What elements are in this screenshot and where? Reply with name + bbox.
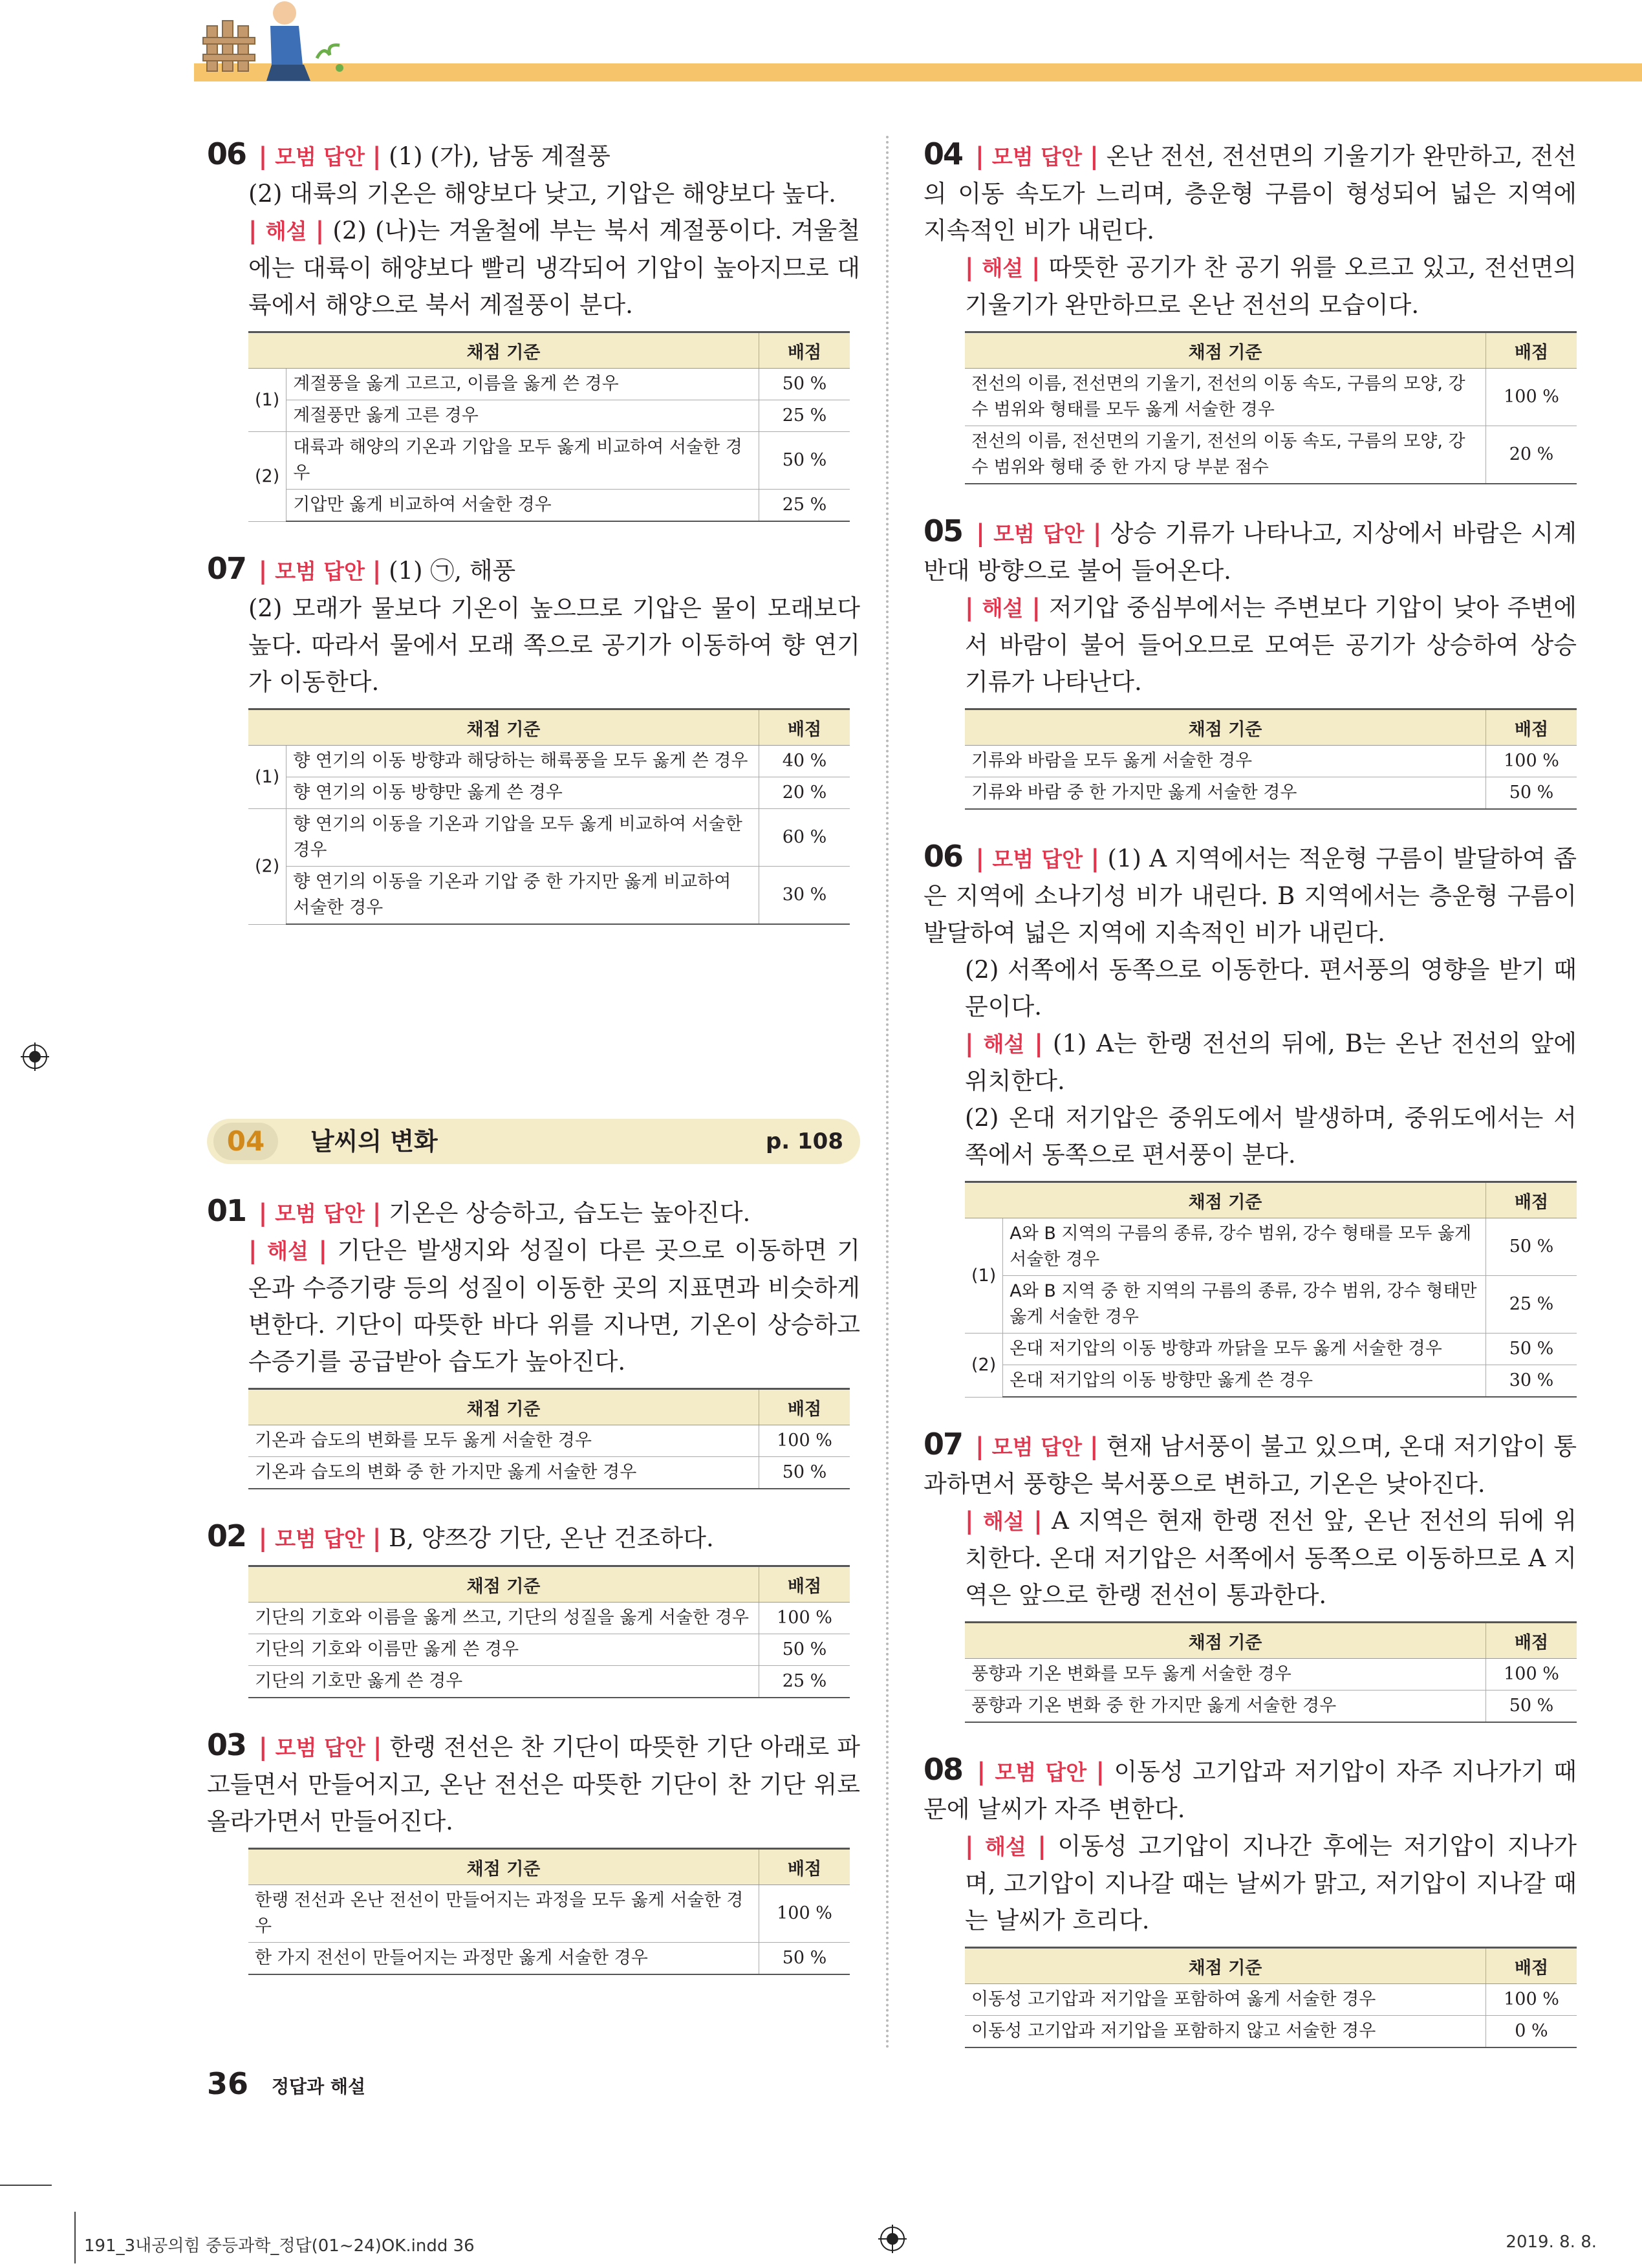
table-row: 풍향과 기온 변화를 모두 옳게 서술한 경우 100 % — [965, 1659, 1577, 1690]
table-row: 이동성 고기압과 저기압을 포함하지 않고 서술한 경우 0 % — [965, 2016, 1577, 2048]
question-number: 04 — [924, 136, 963, 171]
table-row: 기단의 기호와 이름만 옳게 쓴 경우 50 % — [248, 1634, 850, 1666]
table-row: 기압만 옳게 비교하여 서술한 경우 25 % — [248, 490, 850, 522]
question-s02: 02 | 모범 답안 | B, 양쯔강 기단, 온난 건조하다. 채점 기준 배점 기단의 기호와 이름을 옳게 쓰고, 기단의 성질을 옳게 서술한 경우 100 % 기단의 기호와 이름만 옳게 쓴 경우 50 % 기단의 기호만 옳게 쓴 경우 25 % — [207, 1518, 860, 1698]
criteria-header: 채점 기준 — [965, 1182, 1486, 1218]
model-answer-tag: 모범 답안 — [991, 144, 1083, 169]
table-row: 기온과 습도의 변화 중 한 가지만 옳게 서술한 경우 50 % — [248, 1457, 850, 1489]
question-number: 07 — [924, 1427, 963, 1462]
registration-mark-icon — [878, 2225, 907, 2253]
table-row: (1) A와 B 지역의 구름의 종류, 강수 범위, 강수 형태를 모두 옳게 서술한 경우 50 % — [965, 1218, 1577, 1276]
model-answer-tag: 모범 답안 — [275, 1735, 365, 1760]
header-accent-bar — [194, 63, 1642, 81]
criteria-header: 채점 기준 — [248, 1389, 759, 1425]
table-row: 향 연기의 이동 방향만 옳게 쓴 경우 20 % — [248, 777, 850, 809]
scoring-table — [248, 708, 850, 925]
table-row: 기단의 기호와 이름을 옳게 쓰고, 기단의 성질을 옳게 서술한 경우 100 % — [248, 1603, 850, 1634]
model-answer-tag: 모범 답안 — [991, 1434, 1082, 1460]
explanation-text: (2) 온대 저기압은 중위도에서 발생하며, 중위도에서는 서쪽에서 동쪽으로 편서풍이 분다. — [965, 1104, 1577, 1169]
question-number: 01 — [207, 1193, 246, 1228]
question-s07: 07 | 모범 답안 | 현재 남서풍이 불고 있으며, 온대 저기압이 통과하면서 풍향은 북서풍으로 변하고, 기온은 낮아진다. | 해설 | A 지역은 현재 한랭 전선 앞, 온난 전선의 뒤에 위치한다. 온대 저기압은 서쪽에서 동쪽으로 이동하므로 A 지역은 앞으로 한랭 전선이 통과한다. 채점 기준 배점 풍향과 기온 변화를 모두 옳게 서술한 경우 100 % 풍향과 기온 변화 중 한 가지만 옳게 서술한 경우 50 % — [924, 1426, 1577, 1723]
page-label: 정답과 해설 — [272, 2076, 365, 2097]
model-answer-tag: 모범 답안 — [275, 1201, 365, 1226]
answer-text: 이동성 고기압과 저기압이 자주 지나가기 때문에 날씨가 자주 변한다. — [924, 1758, 1577, 1823]
table-row: 온대 저기압의 이동 방향만 옳게 쓴 경우 30 % — [965, 1365, 1577, 1398]
explanation-text: 따뜻한 공기가 찬 공기 위를 오르고 있고, 전선면의 기울기가 완만하므로 온난 전선의 모습이다. — [965, 254, 1577, 319]
explanation-tag: 해설 — [982, 596, 1024, 621]
score-header: 배점 — [1486, 1623, 1577, 1659]
question-07: 07 | 모범 답안 | (1) ㉠, 해풍 (2) 모래가 물보다 기온이 높으므로 기압은 물이 모래보다 높다. 따라서 물에서 모래 쪽으로 공기가 이동하여 향 연기가 이동한다. 채점 기준 배점 (1) 향 연기의 이동 방향과 해당하는 해륙풍을 모두 옳게 쓴 경우 40 % 향 연기의 이동 방향만 옳게 쓴 경우 20 % (2) 향 연기의 이동을 기온과 기압을 모두 옳게 비교하여 서술한 경우 60 % 향 연기의 이동을 기온과 기압 중 한 가지만 옳게 비교하여 서술한 경우 30 % — [207, 550, 860, 925]
table-row: (1) 계절풍을 옳게 고르고, 이름을 옳게 쓴 경우 50 % — [248, 369, 850, 400]
answer-text: 상승 기류가 나타나고, 지상에서 바람은 시계 반대 방향으로 불어 들어온다. — [924, 519, 1577, 585]
table-row: (1) 향 연기의 이동 방향과 해당하는 해륙풍을 모두 옳게 쓴 경우 40 % — [248, 746, 850, 777]
score-header: 배점 — [1486, 1948, 1577, 1984]
question-number: 06 — [207, 136, 246, 171]
section-title: 날씨의 변화 — [310, 1127, 438, 1156]
scoring-table — [965, 708, 1577, 810]
criteria-header: 채점 기준 — [965, 1948, 1486, 1984]
question-number: 05 — [924, 513, 963, 548]
question-number: 08 — [924, 1752, 963, 1787]
explanation-tag: 해설 — [982, 255, 1024, 281]
table-row: 이동성 고기압과 저기압을 포함하여 옳게 서술한 경우 100 % — [965, 1984, 1577, 2016]
scoring-table — [248, 1848, 850, 1975]
question-number: 02 — [207, 1518, 246, 1553]
answer-text: (1) A 지역에서는 적운형 구름이 발달하여 좁은 지역에 소나기성 비가 내린다. B 지역에서는 층운형 구름이 발달하여 넓은 지역에 지속적인 비가 내린다. — [924, 845, 1577, 947]
table-row: 기류와 바람 중 한 가지만 옳게 서술한 경우 50 % — [965, 777, 1577, 810]
scoring-table — [965, 1621, 1577, 1723]
scoring-table — [965, 331, 1577, 484]
score-header: 배점 — [1486, 332, 1577, 369]
explanation-text: 저기압 중심부에서는 주변보다 기압이 낮아 주변에서 바람이 불어 들어오므로 모여든 공기가 상승하여 상승 기류가 나타난다. — [965, 594, 1577, 696]
question-number: 07 — [207, 551, 246, 586]
section-header — [207, 1119, 860, 1164]
section-number: 04 — [213, 1123, 278, 1160]
registration-mark-icon — [21, 1042, 49, 1071]
explanation-tag: 해설 — [267, 1238, 308, 1264]
question-s03: 03 | 모범 답안 | 한랭 전선은 찬 기단이 따뜻한 기단 아래로 파고들면서 만들어지고, 온난 전선은 따뜻한 기단이 찬 기단 위로 올라가면서 만들어진다. 채점 기준 배점 한랭 전선과 온난 전선이 만들어지는 과정을 모두 옳게 서술한 경우 100 % 한 가지 전선이 만들어지는 과정만 옳게 서술한 경우 50 % — [207, 1727, 860, 1975]
crop-mark — [0, 2185, 52, 2186]
question-s04: 04 | 모범 답안 | 온난 전선, 전선면의 기울기가 완만하고, 전선의 이동 속도가 느리며, 층운형 구름이 형성되어 넓은 지역에 지속적인 비가 내린다. | 해설 | 따뜻한 공기가 찬 공기 위를 오르고 있고, 전선면의 기울기가 완만하므로 온난 전선의 모습이다. 채점 기준 배점 전선의 이름, 전선면의 기울기, 전선의 이동 속도, 구름의 모양, 강수 범위와 형태를 모두 옳게 서술한 경우 100 % 전선의 이름, 전선면의 기울기, 전선의 이동 속도, 구름의 모양, 강수 범위와 형태 중 한 가지 당 부분 점수 20 % — [924, 136, 1577, 484]
explanation-text: (2) (나)는 겨울철에 부는 북서 계절풍이다. 겨울철에는 대륙이 해양보다 빨리 냉각되어 기압이 높아지므로 대륙에서 해양으로 북서 계절풍이 분다. — [248, 217, 860, 319]
answer-text: (2) 모래가 물보다 기온이 높으므로 기압은 물이 모래보다 높다. 따라서 물에서 모래 쪽으로 공기가 이동하여 향 연기가 이동한다. — [248, 594, 860, 696]
answer-text: 한랭 전선은 찬 기단이 따뜻한 기단 아래로 파고들면서 만들어지고, 온난 전선은 따뜻한 기단이 찬 기단 위로 올라가면서 만들어진다. — [207, 1733, 860, 1835]
explanation-text: A 지역은 현재 한랭 전선 앞, 온난 전선의 뒤에 위치한다. 온대 저기압은 서쪽에서 동쪽으로 이동하므로 A 지역은 앞으로 한랭 전선이 통과한다. — [965, 1507, 1577, 1609]
table-row: A와 B 지역 중 한 지역의 구름의 종류, 강수 범위, 강수 형태만 옳게 서술한 경우 25 % — [965, 1276, 1577, 1334]
print-date: 2019. 8. 8. — [1506, 2232, 1597, 2252]
answer-text: 온난 전선, 전선면의 기울기가 완만하고, 전선의 이동 속도가 느리며, 층운형 구름이 형성되어 넓은 지역에 지속적인 비가 내린다. — [924, 142, 1577, 244]
left-column — [207, 136, 860, 2003]
table-row: 풍향과 기온 변화 중 한 가지만 옳게 서술한 경우 50 % — [965, 1690, 1577, 1723]
score-header: 배점 — [1486, 1182, 1577, 1218]
table-row: 기류와 바람을 모두 옳게 서술한 경우 100 % — [965, 746, 1577, 777]
table-row: (2) 향 연기의 이동을 기온과 기압을 모두 옳게 비교하여 서술한 경우 60 % — [248, 809, 850, 867]
criteria-header: 채점 기준 — [965, 1623, 1486, 1659]
table-row: 기단의 기호만 옳게 쓴 경우 25 % — [248, 1666, 850, 1698]
gardener-illustration-icon — [194, 0, 362, 84]
explanation-tag: 해설 — [983, 1031, 1025, 1057]
criteria-header: 채점 기준 — [248, 1566, 759, 1603]
criteria-header: 채점 기준 — [965, 709, 1486, 746]
score-header: 배점 — [759, 1389, 850, 1425]
question-number: 06 — [924, 839, 963, 874]
scoring-table — [248, 1565, 850, 1698]
explanation-tag: 해설 — [982, 1509, 1024, 1534]
explanation-tag: 해설 — [265, 219, 307, 244]
criteria-header: 채점 기준 — [248, 332, 759, 369]
table-row: (2) 온대 저기압의 이동 방향과 까닭을 모두 옳게 서술한 경우 50 % — [965, 1334, 1577, 1365]
model-answer-tag: 모범 답안 — [275, 559, 365, 584]
answer-text: B, 양쯔강 기단, 온난 건조하다. — [389, 1524, 714, 1552]
table-row: 계절풍만 옳게 고른 경우 25 % — [248, 400, 850, 432]
table-row: 전선의 이름, 전선면의 기울기, 전선의 이동 속도, 구름의 모양, 강수 범위와 형태를 모두 옳게 서술한 경우 100 % — [965, 369, 1577, 426]
explanation-text: 기단은 발생지와 성질이 다른 곳으로 이동하면 기온과 수증기량 등의 성질이 이동한 곳의 지표면과 비슷하게 변한다. 기단이 따뜻한 바다 위를 지나면, 기온이 상승하고 수증기를 공급받아 습도가 높아진다. — [248, 1237, 861, 1376]
model-answer-tag: 모범 답안 — [992, 847, 1083, 872]
column-divider — [886, 136, 889, 2050]
scoring-table — [965, 1181, 1577, 1398]
score-header: 배점 — [1486, 709, 1577, 746]
score-header: 배점 — [759, 709, 850, 746]
table-row: (2) 대륙과 해양의 기온과 기압을 모두 옳게 비교하여 서술한 경우 50 % — [248, 432, 850, 490]
criteria-header: 채점 기준 — [248, 709, 759, 746]
answer-text: 기온은 상승하고, 습도는 높아진다. — [389, 1199, 751, 1227]
model-answer-tag: 모범 답안 — [275, 144, 365, 169]
model-answer-tag: 모범 답안 — [993, 521, 1085, 546]
criteria-header: 채점 기준 — [248, 1849, 759, 1885]
score-header: 배점 — [759, 1566, 850, 1603]
table-row: 기온과 습도의 변화를 모두 옳게 서술한 경우 100 % — [248, 1425, 850, 1457]
explanation-tag: 해설 — [985, 1834, 1026, 1859]
question-s05: 05 | 모범 답안 | 상승 기류가 나타나고, 지상에서 바람은 시계 반대 방향으로 불어 들어온다. | 해설 | 저기압 중심부에서는 주변보다 기압이 낮아 주변에서 바람이 불어 들어오므로 모여든 공기가 상승하여 상승 기류가 나타난다. 채점 기준 배점 기류와 바람을 모두 옳게 서술한 경우 100 % 기류와 바람 중 한 가지만 옳게 서술한 경우 50 % — [924, 513, 1577, 810]
score-header: 배점 — [759, 332, 850, 369]
explanation-text: 이동성 고기압이 지나간 후에는 저기압이 지나가며, 고기압이 지나갈 때는 날씨가 맑고, 저기압이 지나갈 때는 날씨가 흐리다. — [965, 1832, 1577, 1934]
question-s08: 08 | 모범 답안 | 이동성 고기압과 저기압이 자주 지나가기 때문에 날씨가 자주 변한다. | 해설 | 이동성 고기압이 지나간 후에는 저기압이 지나가며, 고기압이 지나갈 때는 날씨가 맑고, 저기압이 지나갈 때는 날씨가 흐리다. 채점 기준 배점 이동성 고기압과 저기압을 포함하여 옳게 서술한 경우 100 % 이동성 고기압과 저기압을 포함하지 않고 서술한 경우 0 % — [924, 1751, 1577, 2048]
question-s06: 06 | 모범 답안 | (1) A 지역에서는 적운형 구름이 발달하여 좁은 지역에 소나기성 비가 내린다. B 지역에서는 층운형 구름이 발달하여 넓은 지역에 지속적인 비가 내린다. (2) 서쪽에서 동쪽으로 이동한다. 편서풍의 영향을 받기 때문이다. | 해설 | (1) A는 한랭 전선의 뒤에, B는 온난 전선의 앞에 위치한다. (2) 온대 저기압은 중위도에서 발생하며, 중위도에서는 서쪽에서 동쪽으로 편서풍이 분다. 채점 기준 배점 (1) A와 B 지역의 구름의 종류, 강수 범위, 강수 형태를 모두 옳게 서술한 경우 50 % A와 B 지역 중 한 지역의 구름의 종류, 강수 범위, 강수 형태만 옳게 서술한 경우 25 % (2) 온대 저기압의 이동 방향과 까닭을 모두 옳게 서술한 경우 50 % 온대 저기압의 이동 방향만 옳게 쓴 경우 30 % — [924, 838, 1577, 1398]
scoring-table — [248, 331, 850, 522]
section-page-ref: p. 108 — [765, 1129, 843, 1154]
question-number: 03 — [207, 1727, 246, 1762]
answer-text: (1) (가), 남동 계절풍 — [389, 142, 610, 170]
table-row: 전선의 이름, 전선면의 기울기, 전선의 이동 속도, 구름의 모양, 강수 범위와 형태 중 한 가지 당 부분 점수 20 % — [965, 426, 1577, 484]
model-answer-tag: 모범 답안 — [275, 1526, 365, 1551]
score-header: 배점 — [759, 1849, 850, 1885]
scoring-table — [248, 1388, 850, 1489]
table-row: 한랭 전선과 온난 전선이 만들어지는 과정을 모두 옳게 서술한 경우 100 % — [248, 1885, 850, 1943]
right-column — [924, 136, 1577, 2077]
answer-text: 현재 남서풍이 불고 있으며, 온대 저기압이 통과하면서 풍향은 북서풍으로 변하고, 기온은 낮아진다. — [924, 1432, 1577, 1498]
answer-text: (2) 대륙의 기온은 해양보다 낮고, 기압은 해양보다 높다. — [248, 180, 836, 208]
answer-text: (2) 서쪽에서 동쪽으로 이동한다. 편서풍의 영향을 받기 때문이다. — [965, 956, 1577, 1021]
table-row: 향 연기의 이동을 기온과 기압 중 한 가지만 옳게 비교하여 서술한 경우 30 % — [248, 867, 850, 925]
question-s01: 01 | 모범 답안 | 기온은 상승하고, 습도는 높아진다. | 해설 | 기단은 발생지와 성질이 다른 곳으로 이동하면 기온과 수증기량 등의 성질이 이동한 곳의 지표면과 비슷하게 변한다. 기단이 따뜻한 바다 위를 지나면, 기온이 상승하고 수증기를 공급받아 습도가 높아진다. 채점 기준 배점 기온과 습도의 변화를 모두 옳게 서술한 경우 100 % 기온과 습도의 변화 중 한 가지만 옳게 서술한 경우 50 % — [207, 1193, 860, 1489]
crop-mark — [74, 2212, 76, 2263]
criteria-header: 채점 기준 — [965, 332, 1486, 369]
print-file-info: 191_3내공의힘 중등과학_정답(01~24)OK.indd 36 — [84, 2236, 475, 2256]
question-06: 06 | 모범 답안 | (1) (가), 남동 계절풍 (2) 대륙의 기온은 해양보다 낮고, 기압은 해양보다 높다. | 해설 | (2) (나)는 겨울철에 부는 북서 계절풍이다. 겨울철에는 대륙이 해양보다 빨리 냉각되어 기압이 높아지므로 대륙에서 해양으로 북서 계절풍이 분다. 채점 기준 배점 (1) 계절풍을 옳게 고르고, 이름을 옳게 쓴 경우 50 % 계절풍만 옳게 고른 경우 25 % (2) 대륙과 해양의 기온과 기압을 모두 옳게 비교하여 서술한 경우 50 % 기압만 옳게 비교하여 서술한 경우 25 % — [207, 136, 860, 522]
page-number: 36 — [207, 2066, 249, 2101]
scoring-table — [965, 1947, 1577, 2048]
explanation-text: (1) A는 한랭 전선의 뒤에, B는 온난 전선의 앞에 위치한다. — [965, 1030, 1577, 1095]
model-answer-tag: 모범 답안 — [995, 1760, 1087, 1785]
table-row: 한 가지 전선이 만들어지는 과정만 옳게 서술한 경우 50 % — [248, 1943, 850, 1975]
answer-text: (1) ㉠, 해풍 — [389, 557, 516, 585]
